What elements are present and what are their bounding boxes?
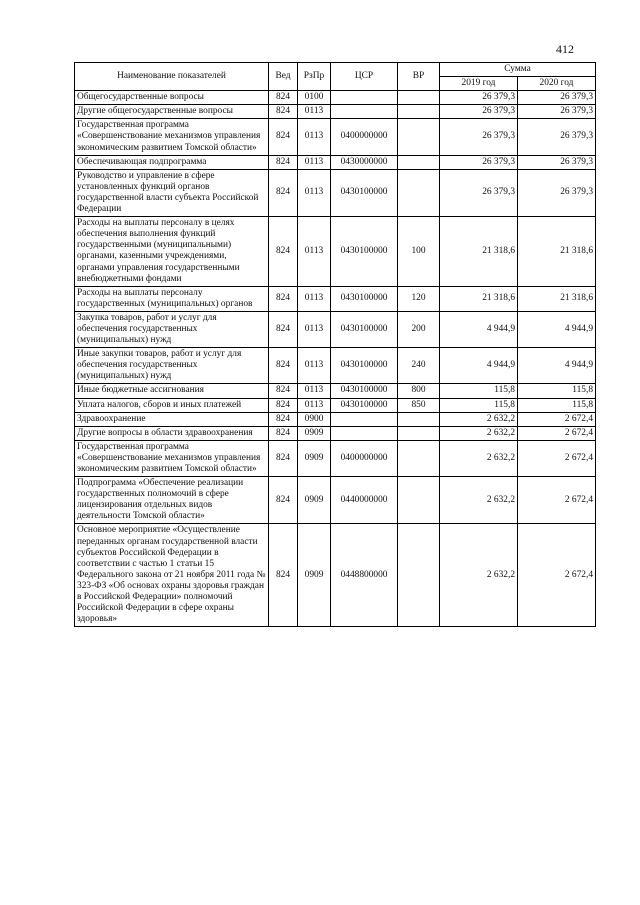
table-row bbox=[75, 477, 596, 524]
cell-sum-2019: 115,8 bbox=[440, 398, 518, 412]
header-year-2019: 2019 год bbox=[440, 77, 518, 91]
cell-csr: 0430100000 bbox=[331, 398, 398, 412]
cell-vr bbox=[398, 426, 440, 440]
cell-ved: 824 bbox=[269, 412, 298, 426]
cell-rzpr: 0900 bbox=[298, 412, 331, 426]
cell-ved: 824 bbox=[269, 384, 298, 398]
cell-sum-2020: 26 379,3 bbox=[518, 91, 596, 105]
table-row bbox=[75, 348, 596, 384]
cell-name: Государственная программа «Совершенствование механизмов управления экономическим развитием Томской области» bbox=[75, 440, 269, 476]
cell-rzpr: 0909 bbox=[298, 426, 331, 440]
cell-rzpr: 0113 bbox=[298, 217, 331, 287]
cell-sum-2019: 115,8 bbox=[440, 384, 518, 398]
cell-sum-2020: 26 379,3 bbox=[518, 119, 596, 155]
cell-ved: 824 bbox=[269, 217, 298, 287]
cell-vr: 800 bbox=[398, 384, 440, 398]
header-csr: ЦСР bbox=[331, 63, 398, 91]
cell-csr: 0430100000 bbox=[331, 311, 398, 347]
cell-sum-2019: 2 632,2 bbox=[440, 426, 518, 440]
cell-vr bbox=[398, 105, 440, 119]
cell-sum-2019: 4 944,9 bbox=[440, 348, 518, 384]
header-rzpr: РзПр bbox=[298, 63, 331, 91]
table-row bbox=[75, 398, 596, 412]
cell-csr bbox=[331, 426, 398, 440]
cell-vr bbox=[398, 524, 440, 627]
cell-sum-2020: 2 672,4 bbox=[518, 426, 596, 440]
cell-ved: 824 bbox=[269, 169, 298, 216]
cell-name: Руководство и управление в сфере установленных функций органов государственной власти субъекта Российской Федерации bbox=[75, 169, 269, 216]
cell-rzpr: 0113 bbox=[298, 286, 331, 311]
cell-ved: 824 bbox=[269, 398, 298, 412]
cell-sum-2019: 2 632,2 bbox=[440, 412, 518, 426]
cell-name: Основное мероприятие «Осуществление переданных органам государственной власти субъектов Российской Федерации в соответствии с частью 1 статьи 15 Федерального закона от 21 ноября 2011 года № 323-ФЗ «Об основах охраны здоровья граждан в Российской Федерации» полномочий Российской Федерации в сфере охраны здоровья» bbox=[75, 524, 269, 627]
table-header bbox=[75, 63, 596, 91]
table-row bbox=[75, 155, 596, 169]
cell-sum-2019: 26 379,3 bbox=[440, 91, 518, 105]
cell-ved: 824 bbox=[269, 426, 298, 440]
cell-csr: 0440000000 bbox=[331, 477, 398, 524]
cell-sum-2020: 115,8 bbox=[518, 398, 596, 412]
table-row bbox=[75, 105, 596, 119]
cell-sum-2019: 21 318,6 bbox=[440, 286, 518, 311]
cell-sum-2020: 2 672,4 bbox=[518, 440, 596, 476]
table-row bbox=[75, 217, 596, 287]
cell-rzpr: 0113 bbox=[298, 348, 331, 384]
budget-table bbox=[74, 62, 596, 627]
cell-name: Государственная программа «Совершенствование механизмов управления экономическим развитием Томской области» bbox=[75, 119, 269, 155]
cell-rzpr: 0113 bbox=[298, 384, 331, 398]
cell-rzpr: 0113 bbox=[298, 311, 331, 347]
cell-vr: 850 bbox=[398, 398, 440, 412]
cell-name: Иные закупки товаров, работ и услуг для обеспечения государственных (муниципальных) нужд bbox=[75, 348, 269, 384]
cell-vr: 200 bbox=[398, 311, 440, 347]
cell-csr bbox=[331, 105, 398, 119]
cell-sum-2020: 26 379,3 bbox=[518, 169, 596, 216]
cell-vr bbox=[398, 169, 440, 216]
cell-vr: 100 bbox=[398, 217, 440, 287]
cell-ved: 824 bbox=[269, 105, 298, 119]
table-row bbox=[75, 169, 596, 216]
cell-name: Другие общегосударственные вопросы bbox=[75, 105, 269, 119]
cell-name: Обеспечивающая подпрограмма bbox=[75, 155, 269, 169]
cell-csr: 0430000000 bbox=[331, 155, 398, 169]
cell-sum-2019: 2 632,2 bbox=[440, 440, 518, 476]
cell-ved: 824 bbox=[269, 477, 298, 524]
cell-csr: 0448800000 bbox=[331, 524, 398, 627]
table-row bbox=[75, 524, 596, 627]
cell-sum-2020: 21 318,6 bbox=[518, 286, 596, 311]
cell-sum-2019: 26 379,3 bbox=[440, 155, 518, 169]
cell-csr: 0430100000 bbox=[331, 384, 398, 398]
cell-csr bbox=[331, 91, 398, 105]
cell-sum-2019: 2 632,2 bbox=[440, 477, 518, 524]
cell-csr: 0400000000 bbox=[331, 119, 398, 155]
cell-sum-2020: 21 318,6 bbox=[518, 217, 596, 287]
cell-vr bbox=[398, 440, 440, 476]
cell-sum-2020: 2 672,4 bbox=[518, 412, 596, 426]
cell-csr: 0430100000 bbox=[331, 169, 398, 216]
cell-rzpr: 0909 bbox=[298, 477, 331, 524]
cell-ved: 824 bbox=[269, 348, 298, 384]
cell-sum-2020: 4 944,9 bbox=[518, 348, 596, 384]
cell-vr bbox=[398, 412, 440, 426]
cell-sum-2019: 26 379,3 bbox=[440, 105, 518, 119]
cell-sum-2020: 26 379,3 bbox=[518, 155, 596, 169]
page-number: 412 bbox=[556, 42, 574, 56]
cell-sum-2019: 2 632,2 bbox=[440, 524, 518, 627]
table-body bbox=[75, 91, 596, 627]
cell-name: Подпрограмма «Обеспечение реализации государственных полномочий в сфере лицензирования отдельных видов деятельности Томской области» bbox=[75, 477, 269, 524]
cell-rzpr: 0113 bbox=[298, 155, 331, 169]
cell-sum-2020: 115,8 bbox=[518, 384, 596, 398]
cell-name: Расходы на выплаты персоналу государственных (муниципальных) органов bbox=[75, 286, 269, 311]
cell-name: Другие вопросы в области здравоохранения bbox=[75, 426, 269, 440]
cell-vr bbox=[398, 155, 440, 169]
table-row bbox=[75, 311, 596, 347]
cell-vr bbox=[398, 91, 440, 105]
table-row bbox=[75, 91, 596, 105]
cell-csr: 0430100000 bbox=[331, 217, 398, 287]
cell-sum-2019: 21 318,6 bbox=[440, 217, 518, 287]
cell-vr bbox=[398, 119, 440, 155]
header-vr: ВР bbox=[398, 63, 440, 91]
table-row bbox=[75, 384, 596, 398]
cell-name: Иные бюджетные ассигнования bbox=[75, 384, 269, 398]
header-name: Наименование показателей bbox=[75, 63, 269, 91]
cell-sum-2020: 2 672,4 bbox=[518, 477, 596, 524]
cell-rzpr: 0909 bbox=[298, 440, 331, 476]
cell-rzpr: 0113 bbox=[298, 105, 331, 119]
cell-vr: 240 bbox=[398, 348, 440, 384]
cell-csr bbox=[331, 412, 398, 426]
cell-name: Здравоохранение bbox=[75, 412, 269, 426]
cell-csr: 0400000000 bbox=[331, 440, 398, 476]
table-row bbox=[75, 426, 596, 440]
table-row bbox=[75, 119, 596, 155]
cell-name: Общегосударственные вопросы bbox=[75, 91, 269, 105]
header-ved: Вед bbox=[269, 63, 298, 91]
cell-ved: 824 bbox=[269, 524, 298, 627]
cell-rzpr: 0113 bbox=[298, 169, 331, 216]
cell-rzpr: 0113 bbox=[298, 119, 331, 155]
table-row bbox=[75, 440, 596, 476]
cell-csr: 0430100000 bbox=[331, 286, 398, 311]
header-year-2020: 2020 год bbox=[518, 77, 596, 91]
header-sum: Сумма bbox=[440, 63, 596, 77]
cell-sum-2019: 26 379,3 bbox=[440, 169, 518, 216]
table-row bbox=[75, 286, 596, 311]
cell-sum-2020: 26 379,3 bbox=[518, 105, 596, 119]
cell-sum-2019: 4 944,9 bbox=[440, 311, 518, 347]
cell-ved: 824 bbox=[269, 91, 298, 105]
cell-vr: 120 bbox=[398, 286, 440, 311]
cell-ved: 824 bbox=[269, 311, 298, 347]
cell-rzpr: 0113 bbox=[298, 398, 331, 412]
cell-ved: 824 bbox=[269, 119, 298, 155]
table-row bbox=[75, 412, 596, 426]
cell-ved: 824 bbox=[269, 286, 298, 311]
cell-name: Закупка товаров, работ и услуг для обеспечения государственных (муниципальных) нужд bbox=[75, 311, 269, 347]
cell-csr: 0430100000 bbox=[331, 348, 398, 384]
cell-rzpr: 0100 bbox=[298, 91, 331, 105]
cell-sum-2020: 4 944,9 bbox=[518, 311, 596, 347]
cell-name: Уплата налогов, сборов и иных платежей bbox=[75, 398, 269, 412]
cell-rzpr: 0909 bbox=[298, 524, 331, 627]
cell-vr bbox=[398, 477, 440, 524]
cell-sum-2020: 2 672,4 bbox=[518, 524, 596, 627]
cell-sum-2019: 26 379,3 bbox=[440, 119, 518, 155]
cell-ved: 824 bbox=[269, 155, 298, 169]
cell-name: Расходы на выплаты персоналу в целях обеспечения выполнения функций государственными (муниципальными) органами, казенными учреждениями, органами управления государственными внебюджетными фондами bbox=[75, 217, 269, 287]
cell-ved: 824 bbox=[269, 440, 298, 476]
